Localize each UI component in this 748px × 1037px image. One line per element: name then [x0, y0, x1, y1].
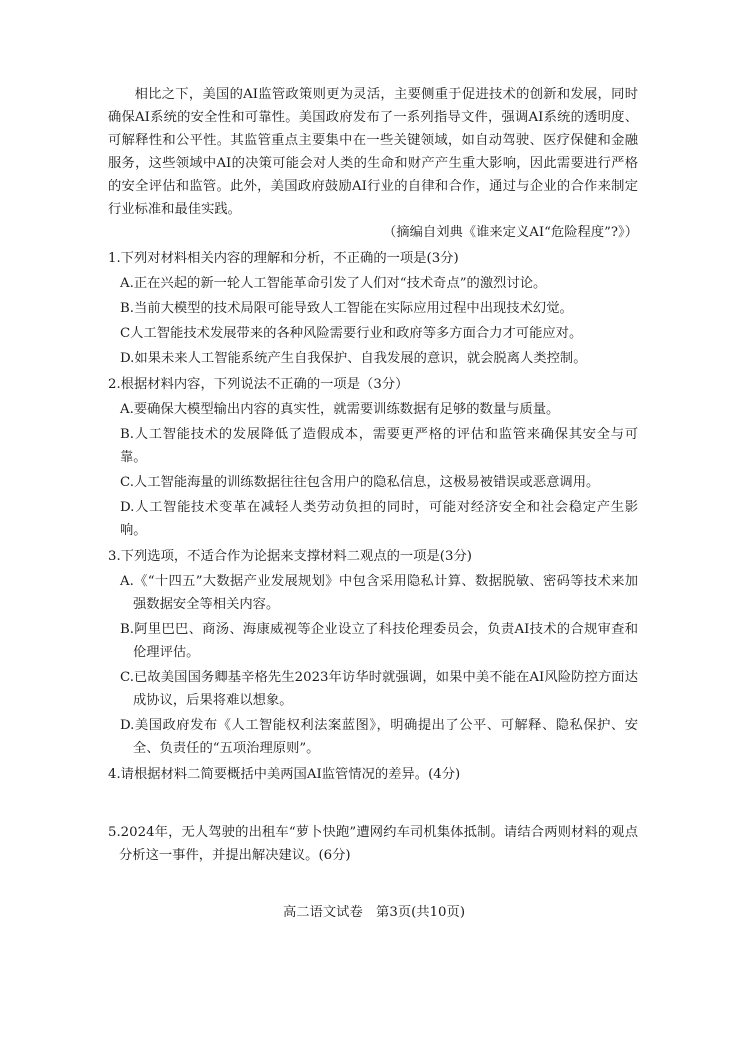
question-2-option-d: D.人工智能技术变革在减轻人类劳动负担的同时，可能对经济安全和社会稳定产生影响。: [120, 500, 638, 538]
question-3-option-c: C.已故美国国务卿基辛格先生2023年访华时就强调，如果中美不能在AI风险防控方面达成协议，后果将难以想象。: [120, 670, 638, 708]
question-1-option-a: A.正在兴起的新一轮人工智能革命引发了人们对“技术奇点”的激烈讨论。: [120, 276, 547, 291]
question-2-option-b: B.人工智能技术的发展降低了造假成本，需要更严格的评估和监管来确保其安全与可靠。: [120, 427, 638, 465]
question-1-option-b: B.当前大模型的技术局限可能导致人工智能在实际应用过程中出现技术幻觉。: [120, 301, 573, 316]
question-3-stem: 3.下列选项，不适合作为论据来支撑材料二观点的一项是(3分): [108, 549, 472, 564]
question-2: [108, 373, 638, 542]
question-1-stem: 1.下列对材料相关内容的理解和分析，不正确的一项是(3分): [108, 251, 459, 266]
question-2-stem: 2.根据材料内容，下列说法不正确的一项是（3分）: [108, 377, 409, 392]
question-1-option-c: C人工智能技术发展带来的各种风险需要行业和政府等多方面合力才可能应对。: [120, 326, 583, 341]
passage-source: （摘编自刘典《谁来定义AI“危险程度”?》）: [383, 225, 638, 240]
question-3: [108, 545, 638, 760]
question-2-option-a: A.要确保大模型输出内容的真实性，就需要训练数据有足够的数量与质量。: [120, 402, 560, 417]
question-3-option-a: A.《“十四五”大数据产业发展规划》中包含采用隐私计算、数据脱敏、密码等技术来加强数据安全等相关内容。: [120, 574, 638, 612]
question-5: 5.2024年，无人驾驶的出租车“萝卜快跑”遭网约车司机集体抵制。请结合两则材料的观点分析这一事件，并提出解决建议。(6分): [108, 825, 638, 863]
passage-paragraph: 相比之下，美国的AI监管政策则更为灵活，主要侧重于促进技术的创新和发展，同时确保AI系统的安全性和可靠性。美国政府发布了一系列指导文件，强调AI系统的透明度、可解释性和公平性。其监管重点主要集中在一些关键领域，如自动驾驶、医疗保健和金融服务，这些领域中AI的决策可能会对人类的生命和财产产生重大影响，因此需要进行严格的安全评估和监管。此外，美国政府鼓励AI行业的自律和合作，通过与企业的合作来制定行业标准和最佳实践。: [108, 87, 638, 217]
question-4: 4.请根据材料二简要概括中美两国AI监管情况的差异。(4分): [108, 767, 461, 782]
page-footer: 高二语文试卷 第3页(共10页): [282, 905, 466, 920]
question-1: [108, 247, 638, 370]
question-1-option-d: D.如果未来人工智能系统产生自我保护、自我发展的意识，就会脱离人类控制。: [120, 351, 587, 366]
question-3-option-b: B.阿里巴巴、商汤、海康威视等企业设立了科技伦理委员会，负责AI技术的合规审查和伦理评估。: [120, 622, 638, 660]
question-3-option-d: D.美国政府发布《人工智能权利法案蓝图》，明确提出了公平、可解释、隐私保护、安全、负责任的“五项治理原则”。: [120, 718, 638, 756]
page-content: [108, 83, 638, 867]
question-2-option-c: C.人工智能海量的训练数据往往包含用户的隐私信息，这极易被错误或恶意调用。: [120, 475, 600, 490]
answer-space: [108, 787, 638, 821]
